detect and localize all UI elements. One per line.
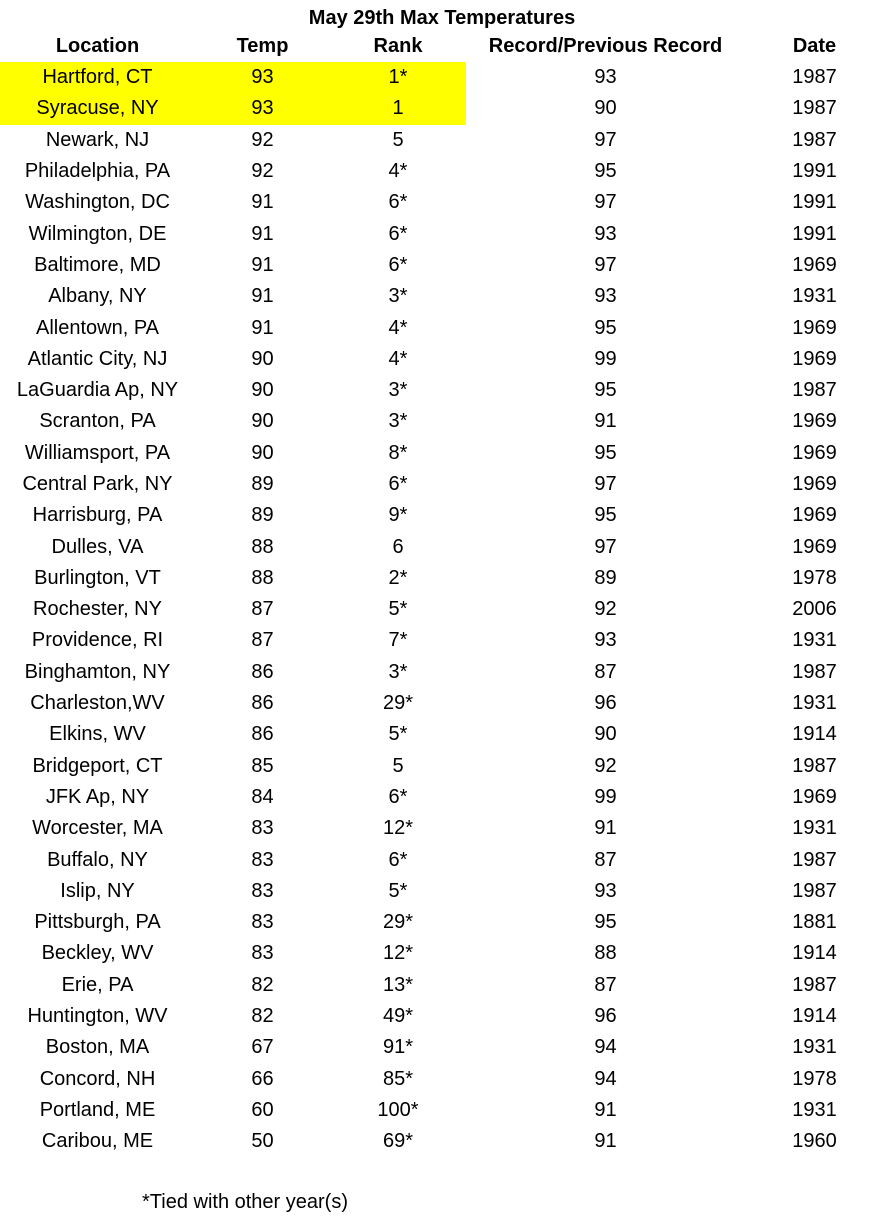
cell-date: 1969 bbox=[792, 253, 837, 276]
cell-temp: 91 bbox=[251, 253, 274, 276]
cell-record: 93 bbox=[594, 285, 617, 308]
cell-record: 97 bbox=[594, 191, 617, 214]
cell-temp: 82 bbox=[251, 1005, 274, 1028]
cell-rank: 3* bbox=[388, 285, 408, 308]
cell-location: Hartford, CT bbox=[0, 62, 195, 93]
cell-location: JFK Ap, NY bbox=[45, 785, 150, 808]
cell-temp: 91 bbox=[251, 285, 274, 308]
cell-date: 1987 bbox=[792, 848, 837, 871]
cell-location: Bridgeport, CT bbox=[32, 754, 163, 777]
temperature-table bbox=[0, 31, 884, 1157]
cell-date: 1987 bbox=[792, 97, 837, 120]
cell-date: 1914 bbox=[792, 723, 837, 746]
cell-temp: 86 bbox=[251, 660, 274, 683]
cell-location: Erie, PA bbox=[61, 973, 134, 996]
cell-record: 93 bbox=[594, 879, 617, 902]
cell-record: 91 bbox=[594, 1130, 617, 1153]
cell-date: 1978 bbox=[792, 1067, 837, 1090]
cell-date: 1969 bbox=[792, 473, 837, 495]
cell-record: 97 bbox=[594, 128, 617, 151]
table-row bbox=[0, 813, 884, 844]
table-row bbox=[0, 688, 884, 719]
cell-rank: 5 bbox=[392, 128, 404, 151]
cell-date: 1969 bbox=[792, 316, 837, 339]
table-row bbox=[0, 469, 884, 500]
tied-footnote: *Tied with other year(s) bbox=[142, 1191, 348, 1214]
page-title: May 29th Max Temperatures bbox=[308, 7, 576, 29]
table-row bbox=[0, 1126, 884, 1157]
cell-temp: 90 bbox=[251, 410, 274, 433]
cell-record: 95 bbox=[594, 160, 617, 183]
cell-rank: 6 bbox=[392, 535, 404, 558]
column-header-temp: Temp bbox=[236, 35, 289, 57]
cell-record: 89 bbox=[594, 566, 617, 589]
table-row bbox=[0, 531, 884, 562]
cell-temp: 89 bbox=[251, 504, 274, 527]
cell-location: Scranton, PA bbox=[39, 410, 156, 433]
cell-temp: 91 bbox=[251, 316, 274, 339]
cell-rank: 1* bbox=[330, 62, 466, 93]
cell-rank: 5* bbox=[388, 598, 408, 621]
cell-location: Philadelphia, PA bbox=[24, 160, 171, 183]
cell-temp: 92 bbox=[251, 128, 274, 151]
cell-record: 92 bbox=[594, 598, 617, 621]
cell-date: 1987 bbox=[792, 379, 837, 402]
cell-location: Wilmington, DE bbox=[28, 222, 167, 245]
cell-temp: 67 bbox=[251, 1036, 274, 1059]
cell-record: 97 bbox=[594, 473, 617, 495]
cell-location: Elkins, WV bbox=[49, 723, 146, 746]
cell-rank: 6* bbox=[388, 222, 408, 245]
table-row bbox=[0, 125, 884, 156]
cell-rank: 91* bbox=[382, 1036, 414, 1059]
cell-rank: 6* bbox=[388, 473, 408, 495]
cell-temp: 90 bbox=[251, 347, 274, 370]
table-row bbox=[0, 344, 884, 375]
cell-date: 1969 bbox=[792, 504, 837, 527]
cell-location: LaGuardia Ap, NY bbox=[16, 379, 179, 402]
cell-location: Atlantic City, NJ bbox=[27, 347, 168, 370]
cell-date: 1914 bbox=[792, 942, 837, 965]
cell-temp: 83 bbox=[251, 817, 274, 840]
cell-temp: 87 bbox=[251, 629, 274, 652]
cell-temp: 83 bbox=[251, 911, 274, 934]
table-row bbox=[0, 1095, 884, 1126]
cell-temp: 93 bbox=[195, 93, 330, 124]
cell-record: 97 bbox=[594, 253, 617, 276]
cell-location: Pittsburgh, PA bbox=[34, 911, 161, 934]
cell-rank: 5* bbox=[388, 723, 408, 746]
cell-record: 93 bbox=[594, 222, 617, 245]
table-row bbox=[0, 844, 884, 875]
cell-temp: 92 bbox=[251, 160, 274, 183]
cell-date: 1931 bbox=[792, 285, 837, 308]
cell-record: 91 bbox=[594, 817, 617, 840]
cell-rank: 4* bbox=[388, 347, 408, 370]
cell-temp: 82 bbox=[251, 973, 274, 996]
cell-rank: 7* bbox=[388, 629, 408, 652]
cell-location: Islip, NY bbox=[60, 879, 135, 902]
cell-record: 93 bbox=[594, 66, 617, 89]
cell-record: 90 bbox=[594, 723, 617, 746]
cell-record: 95 bbox=[594, 379, 617, 402]
cell-rank: 4* bbox=[388, 316, 408, 339]
cell-rank: 9* bbox=[388, 504, 408, 527]
table-row bbox=[0, 1064, 884, 1095]
cell-record: 93 bbox=[594, 629, 617, 652]
cell-rank: 3* bbox=[388, 660, 408, 683]
table-row bbox=[0, 187, 884, 218]
cell-record: 95 bbox=[594, 911, 617, 934]
cell-date: 1960 bbox=[792, 1130, 837, 1153]
cell-rank: 6* bbox=[388, 253, 408, 276]
cell-record: 94 bbox=[594, 1067, 617, 1090]
table-row bbox=[0, 876, 884, 907]
cell-rank: 29* bbox=[382, 692, 414, 715]
column-header-record: Record/Previous Record bbox=[488, 35, 723, 57]
cell-record: 95 bbox=[594, 504, 617, 527]
cell-rank: 100* bbox=[377, 1098, 419, 1121]
cell-rank: 12* bbox=[382, 942, 414, 965]
cell-rank: 6* bbox=[388, 785, 408, 808]
cell-temp: 90 bbox=[251, 379, 274, 402]
cell-rank: 85* bbox=[382, 1067, 414, 1090]
cell-record: 91 bbox=[594, 1098, 617, 1121]
cell-rank: 13* bbox=[382, 973, 414, 996]
cell-date: 1978 bbox=[792, 566, 837, 589]
cell-rank: 49* bbox=[382, 1005, 414, 1028]
table-row bbox=[0, 1032, 884, 1063]
cell-date: 1969 bbox=[792, 535, 837, 558]
table-row bbox=[0, 250, 884, 281]
cell-location: Allentown, PA bbox=[35, 316, 160, 339]
table-row bbox=[0, 93, 884, 124]
cell-location: Central Park, NY bbox=[22, 473, 173, 495]
cell-temp: 83 bbox=[251, 942, 274, 965]
cell-location: Buffalo, NY bbox=[47, 848, 148, 871]
cell-record: 99 bbox=[594, 785, 617, 808]
cell-location: Binghamton, NY bbox=[24, 660, 171, 683]
table-header bbox=[0, 31, 884, 62]
cell-location: Rochester, NY bbox=[33, 598, 162, 621]
cell-temp: 87 bbox=[251, 598, 274, 621]
cell-temp: 91 bbox=[251, 191, 274, 214]
table-row bbox=[0, 970, 884, 1001]
table-row bbox=[0, 312, 884, 343]
cell-record: 91 bbox=[594, 410, 617, 433]
cell-record: 88 bbox=[594, 942, 617, 965]
table-row bbox=[0, 625, 884, 656]
cell-location: Dulles, VA bbox=[51, 535, 144, 558]
table-row bbox=[0, 594, 884, 625]
cell-rank: 1 bbox=[330, 93, 466, 124]
cell-date: 1931 bbox=[792, 629, 837, 652]
table-row bbox=[0, 281, 884, 312]
cell-location: Providence, RI bbox=[31, 629, 164, 652]
table-row bbox=[0, 938, 884, 969]
cell-date: 1931 bbox=[792, 1036, 837, 1059]
cell-temp: 86 bbox=[251, 723, 274, 746]
cell-location: Burlington, VT bbox=[34, 566, 161, 589]
cell-record: 97 bbox=[594, 535, 617, 558]
cell-record: 96 bbox=[594, 692, 617, 715]
cell-date: 1987 bbox=[792, 660, 837, 683]
cell-date: 1914 bbox=[792, 1005, 837, 1028]
table-row bbox=[0, 563, 884, 594]
cell-date: 1931 bbox=[792, 1098, 837, 1121]
cell-rank: 3* bbox=[388, 379, 408, 402]
column-header-location: Location bbox=[55, 35, 140, 57]
cell-record: 94 bbox=[594, 1036, 617, 1059]
cell-date: 1987 bbox=[792, 754, 837, 777]
cell-record: 95 bbox=[594, 316, 617, 339]
cell-date: 1931 bbox=[792, 817, 837, 840]
cell-temp: 85 bbox=[251, 754, 274, 777]
cell-rank: 5* bbox=[388, 879, 408, 902]
cell-date: 1987 bbox=[792, 128, 837, 151]
cell-temp: 83 bbox=[251, 879, 274, 902]
cell-record: 95 bbox=[594, 441, 617, 464]
cell-temp: 91 bbox=[251, 222, 274, 245]
cell-temp: 60 bbox=[251, 1098, 274, 1121]
cell-record: 92 bbox=[594, 754, 617, 777]
table-row bbox=[0, 719, 884, 750]
cell-temp: 93 bbox=[195, 62, 330, 93]
cell-temp: 50 bbox=[251, 1130, 274, 1153]
cell-location: Boston, MA bbox=[45, 1036, 150, 1059]
table-row bbox=[0, 782, 884, 813]
cell-date: 1987 bbox=[792, 879, 837, 902]
cell-date: 2006 bbox=[792, 598, 837, 621]
cell-location: Concord, NH bbox=[39, 1067, 156, 1090]
cell-temp: 89 bbox=[251, 473, 274, 495]
cell-date: 1991 bbox=[792, 191, 837, 214]
cell-rank: 3* bbox=[388, 410, 408, 433]
table-row bbox=[0, 500, 884, 531]
cell-record: 96 bbox=[594, 1005, 617, 1028]
cell-record: 99 bbox=[594, 347, 617, 370]
cell-location: Washington, DC bbox=[25, 191, 170, 214]
cell-location: Beckley, WV bbox=[41, 942, 154, 965]
table-row bbox=[0, 907, 884, 938]
cell-date: 1931 bbox=[792, 692, 837, 715]
cell-rank: 69* bbox=[382, 1130, 414, 1153]
table-row bbox=[0, 406, 884, 437]
cell-location: Williamsport, PA bbox=[24, 441, 171, 464]
cell-rank: 5 bbox=[392, 754, 404, 777]
cell-temp: 83 bbox=[251, 848, 274, 871]
cell-record: 87 bbox=[594, 848, 617, 871]
cell-rank: 8* bbox=[388, 441, 408, 464]
cell-temp: 88 bbox=[251, 566, 274, 589]
cell-record: 87 bbox=[594, 973, 617, 996]
cell-location: Huntington, WV bbox=[27, 1005, 168, 1028]
cell-record: 90 bbox=[594, 97, 617, 120]
cell-location: Baltimore, MD bbox=[34, 253, 161, 276]
table-row bbox=[0, 156, 884, 187]
cell-rank: 6* bbox=[388, 848, 408, 871]
table-row bbox=[0, 62, 884, 93]
table-row bbox=[0, 657, 884, 688]
cell-location: Portland, ME bbox=[39, 1098, 156, 1121]
table-row bbox=[0, 438, 884, 469]
column-header-date: Date bbox=[792, 35, 837, 57]
table-row bbox=[0, 1001, 884, 1032]
cell-date: 1969 bbox=[792, 410, 837, 433]
cell-location: Albany, NY bbox=[48, 285, 147, 308]
table-body bbox=[0, 62, 884, 1157]
table-row bbox=[0, 375, 884, 406]
cell-temp: 90 bbox=[251, 441, 274, 464]
cell-rank: 2* bbox=[388, 566, 408, 589]
cell-temp: 86 bbox=[251, 692, 274, 715]
cell-location: Worcester, MA bbox=[32, 817, 163, 840]
cell-date: 1991 bbox=[792, 222, 837, 245]
table-row bbox=[0, 218, 884, 249]
cell-rank: 6* bbox=[388, 191, 408, 214]
cell-date: 1991 bbox=[792, 160, 837, 183]
column-header-rank: Rank bbox=[373, 35, 423, 57]
cell-date: 1969 bbox=[792, 441, 837, 464]
cell-location: Charleston,WV bbox=[30, 692, 165, 715]
cell-temp: 88 bbox=[251, 535, 274, 558]
cell-record: 87 bbox=[594, 660, 617, 683]
cell-date: 1987 bbox=[792, 973, 837, 996]
cell-temp: 66 bbox=[251, 1067, 274, 1090]
cell-rank: 4* bbox=[388, 160, 408, 183]
cell-date: 1881 bbox=[792, 911, 837, 934]
cell-location: Newark, NJ bbox=[45, 128, 150, 151]
cell-location: Caribou, ME bbox=[41, 1130, 154, 1153]
cell-date: 1987 bbox=[792, 66, 837, 89]
cell-location: Harrisburg, PA bbox=[32, 504, 163, 527]
cell-date: 1969 bbox=[792, 785, 837, 808]
cell-rank: 12* bbox=[382, 817, 414, 840]
cell-rank: 29* bbox=[382, 911, 414, 934]
cell-location: Syracuse, NY bbox=[0, 93, 195, 124]
cell-date: 1969 bbox=[792, 347, 837, 370]
cell-temp: 84 bbox=[251, 785, 274, 808]
table-row bbox=[0, 751, 884, 782]
header-row bbox=[0, 31, 884, 62]
